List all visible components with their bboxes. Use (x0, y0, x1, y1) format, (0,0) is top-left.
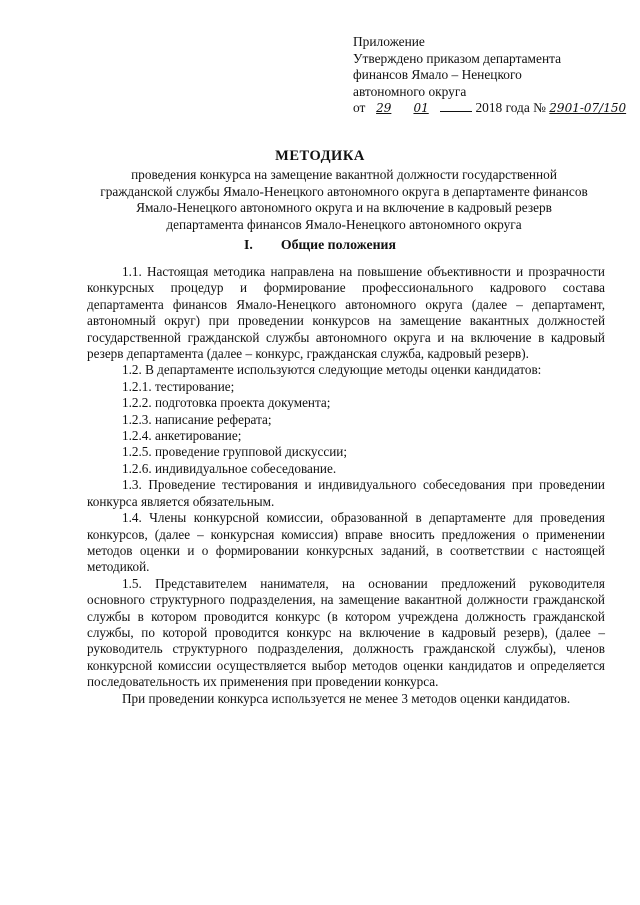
paragraph: 1.2. В департаменте используются следующие методы оценки кандидатов: (122, 362, 542, 378)
list-item: 1.2.5. проведение групповой дискуссии; (122, 444, 348, 460)
paragraph: 1.5. Представителем нанимателя, на основании предложений руководителя основного структурного подразделения, на замещение вакантной должности гражданской службы в котором проводится конкурс (в котором учреждена должность гражданской службы, по которой проводится конкурс на включение в кадровый резерв), (далее – руководитель структурного подразделения, должность гражданской службы), членов конкурсной комиссии осуществляется выбор методов оценки кандидатов и определяется последовательность их применения при проведении конкурса. (87, 575, 605, 690)
document-body (87, 264, 605, 707)
handwritten-month: 01 (413, 101, 429, 115)
section-title: Общие положения (280, 237, 396, 252)
approval-date-line (353, 100, 627, 117)
paragraph: 1.3. Проведение тестирования и индивидуального собеседования при проведении конкурса является обязательным. (87, 477, 605, 509)
list-item: 1.2.1. тестирование; (122, 378, 235, 394)
paragraph: 1.4. Члены конкурсной комиссии, образованной в департаменте для проведения конкурсов, (далее – конкурсная комиссия) вправе вносить предложения о применении методов оценки и о формировании конкурсных заданий, в соответствии с настоящей методикой. (87, 510, 605, 575)
date-year-number-label: 2018 года № (475, 100, 546, 115)
approval-line-appendix: Приложение (353, 34, 425, 49)
approval-line-finance: финансов Ямало – Ненецкого (353, 67, 522, 82)
approval-line-okrug: автономного округа (353, 83, 467, 99)
document-title: МЕТОДИКА (275, 148, 365, 164)
handwritten-day: 29 (376, 101, 392, 115)
date-underline (440, 100, 472, 112)
paragraph: При проведении конкурса используется не менее 3 методов оценки кандидатов. (122, 690, 571, 706)
paragraph: 1.1. Настоящая методика направлена на повышение объективности и прозрачности конкурсных процедур и формирование профессионального кадрового состава департамента финансов Ямало-Ненецкого автономного округа (далее – департамент, автономный округ) при проведении конкурсов на замещение вакантных должностей государственной гражданской службы автономного округа и на включение в кадровый резерв департамента (далее – конкурс, гражданская служба, кадровый резерв). (87, 264, 605, 362)
handwritten-order-number: 2901-07/150 (549, 101, 627, 115)
list-item: 1.2.6. индивидуальное собеседование. (122, 460, 337, 476)
approval-block (353, 34, 627, 117)
list-item: 1.2.4. анкетирование; (122, 428, 242, 444)
date-prefix: от (353, 100, 366, 115)
approval-line-approved: Утверждено приказом департамента (353, 50, 562, 66)
document-subtitle: проведения конкурса на замещение вакантной должности государственной гражданской службы Ямало-Ненецкого автономного округа в департаменте финансов Ямало-Ненецкого автономного округа и на включение в кадровый резерв департамента финансов Ямало-Ненецкого автономного округа (100, 167, 588, 232)
section-heading (0, 237, 640, 253)
list-item: 1.2.2. подготовка проекта документа; (122, 395, 331, 411)
list-item: 1.2.3. написание реферата; (122, 411, 272, 427)
section-number: I. (244, 237, 253, 252)
